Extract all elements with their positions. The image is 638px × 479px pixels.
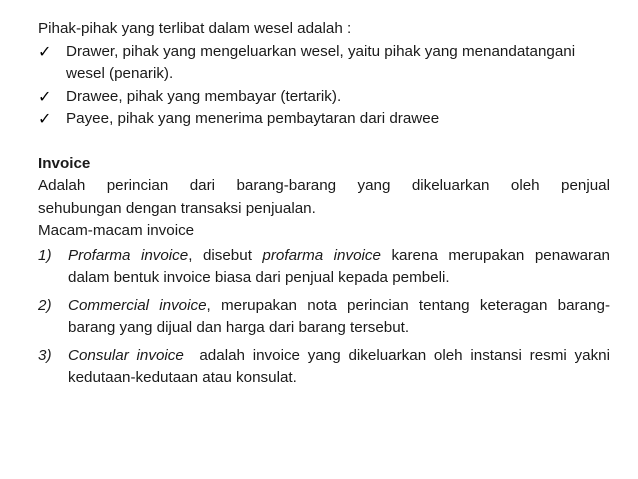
checkmark-icon: ✓ <box>38 109 52 128</box>
invoice-definition-line-2: sehubungan dengan transaksi penjualan. <box>38 199 316 217</box>
list-marker: 1) <box>38 246 52 264</box>
invoice-heading: Invoice <box>38 154 91 172</box>
term: Consular invoice <box>68 346 184 364</box>
list-item <box>38 295 610 340</box>
invoice-types-list <box>38 245 615 390</box>
term: profarma invoice <box>262 246 381 264</box>
list-item-text: Drawer, pihak yang mengeluarkan wesel, yaitu pihak yang menandatangani wesel (penarik). <box>66 42 576 82</box>
list-marker: 3) <box>38 346 52 364</box>
list-item-text: Drawee, pihak yang membayar (tertarik). <box>66 87 342 105</box>
invoice-definition-line-1: Adalah perincian dari barang-barang yang dikeluarkan oleh penjual <box>38 177 610 194</box>
parties-intro: Pihak-pihak yang terlibat dalam wesel adalah : <box>38 20 352 37</box>
description: karena merupakan penawaran dalam bentuk invoice biasa dari penjual kepada pembeli. <box>68 246 611 286</box>
list-marker: 2) <box>38 296 52 314</box>
description: adalah invoice yang dikeluarkan oleh instansi resmi yakni kedutaan-kedutaan atau konsulat. <box>68 346 615 386</box>
description: , merupakan nota perincian tentang keteragan barang-barang yang dijual dan harga dari barang tersebut. <box>68 296 611 336</box>
parties-list <box>38 41 610 131</box>
checkmark-icon: ✓ <box>38 86 52 106</box>
list-item <box>38 345 615 390</box>
list-item <box>38 108 610 131</box>
invoice-types-heading: Macam-macam invoice <box>38 222 195 239</box>
section-spacer <box>38 131 610 153</box>
slide-content <box>38 18 615 395</box>
checkmark-icon: ✓ <box>38 41 52 61</box>
description: , disebut <box>188 246 263 264</box>
term: Commercial invoice <box>68 296 207 314</box>
list-item <box>38 41 610 86</box>
term: Profarma invoice <box>68 246 189 264</box>
list-item <box>38 86 610 109</box>
list-item <box>38 245 610 290</box>
list-item-text: Payee, pihak yang menerima pembaytaran dari drawee <box>66 110 440 127</box>
